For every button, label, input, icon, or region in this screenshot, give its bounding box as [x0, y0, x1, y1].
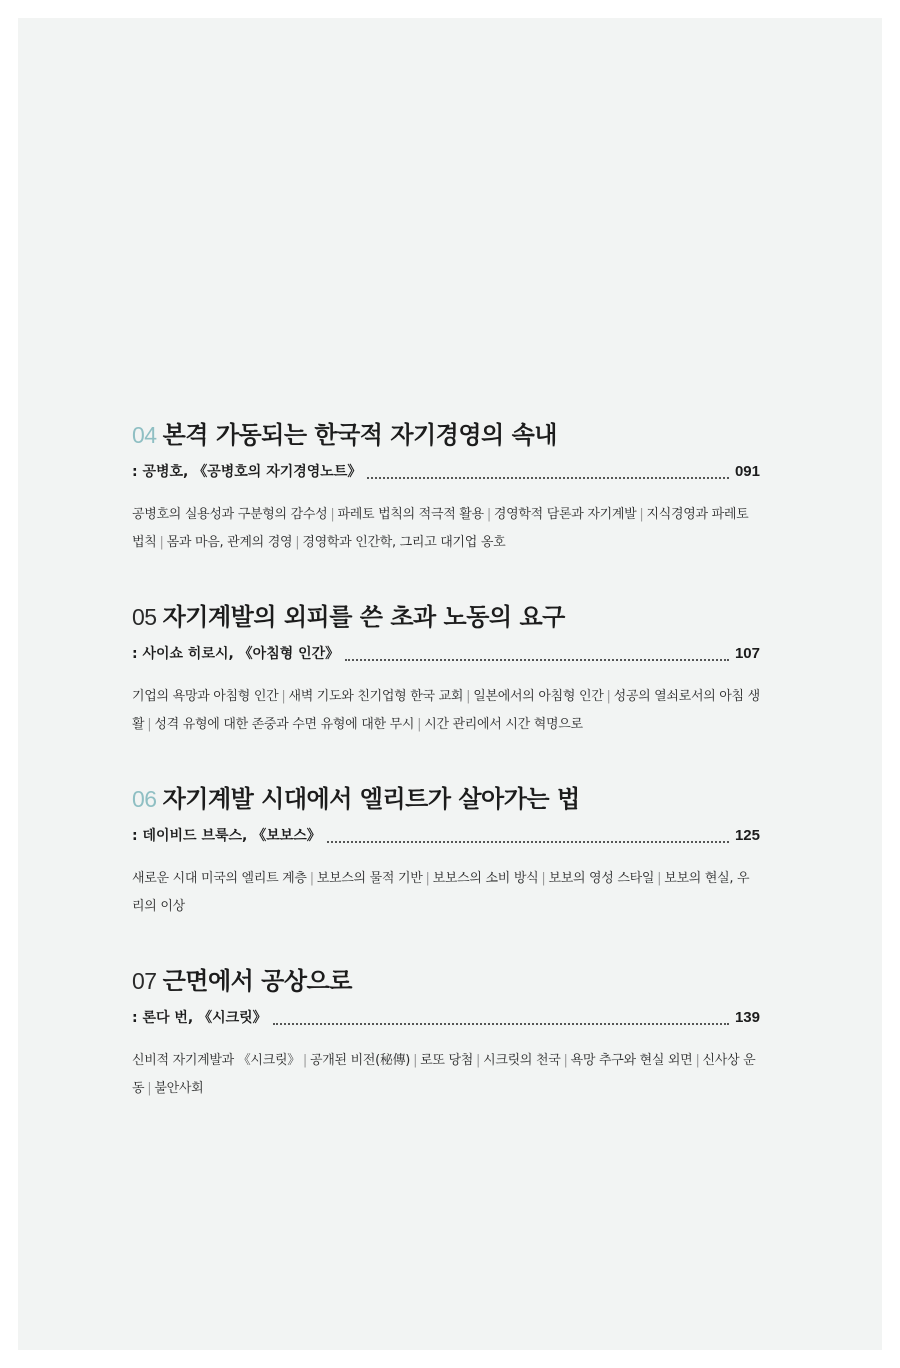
page-number: 125 — [734, 827, 760, 844]
chapter-title — [132, 961, 760, 1003]
topic: 몸과 마음, 관계의 경영 — [166, 535, 293, 550]
topic: 새로운 시대 미국의 엘리트 계층 — [132, 871, 307, 886]
chapter-number: 04 — [132, 422, 157, 448]
chapter-title — [132, 779, 760, 821]
chapter-title-text: 자기계발 시대에서 엘리트가 살아가는 법 — [162, 784, 580, 813]
chapter-title-text: 자기계발의 외피를 쓴 초과 노동의 요구 — [162, 602, 565, 631]
chapter-number: 07 — [132, 968, 157, 994]
topic: 신비적 자기계발과 《시크릿》 — [132, 1053, 300, 1068]
toc-entry-07 — [132, 961, 760, 1103]
topic: 일본에서의 아침형 인간 — [473, 689, 604, 704]
chapter-number: 06 — [132, 786, 157, 812]
topic: 공개된 비전(秘傳) — [310, 1053, 411, 1068]
topic-summary: 기업의 욕망과 아침형 인간 | 새벽 기도와 친기업형 한국 교회 | 일본에서의 아침형 인간 | 성공의 열쇠로서의 아침 생활 | 성격 유형에 대한 존중과 수면 유형에 대한 무시 | 시간 관리에서 시간 혁명으로 — [132, 689, 760, 732]
topic: 욕망 추구와 현실 외면 — [570, 1053, 693, 1068]
page-number: 107 — [734, 645, 760, 662]
topic: 보보스의 소비 방식 — [432, 871, 539, 886]
toc-entry-05 — [132, 597, 760, 739]
topic: 신사상 운동 — [132, 1053, 756, 1096]
topic-summary: 새로운 시대 미국의 엘리트 계층 | 보보스의 물적 기반 | 보보스의 소비 방식 | 보보의 영성 스타일 | 보보의 현실, 우리의 이상 — [132, 871, 750, 914]
topic: 시크릿의 천국 — [483, 1053, 561, 1068]
page-number: 139 — [734, 1009, 760, 1026]
topic: 공병호의 실용성과 구분형의 감수성 — [132, 507, 328, 522]
topic: 불안사회 — [154, 1081, 204, 1096]
toc-entry-04 — [132, 415, 760, 557]
chapter-title — [132, 415, 760, 457]
topic: 파레토 법칙의 적극적 활용 — [337, 507, 484, 522]
topic-summary: 신비적 자기계발과 《시크릿》 | 공개된 비전(秘傳) | 로또 당첨 | 시크릿의 천국 | 욕망 추구와 현실 외면 | 신사상 운동 | 불안사회 — [132, 1053, 756, 1096]
topic: 시간 관리에서 시간 혁명으로 — [424, 717, 583, 732]
book-page — [18, 18, 882, 1350]
page-number: 091 — [734, 463, 760, 480]
dot-leader — [327, 841, 729, 843]
chapter-number: 05 — [132, 604, 157, 630]
topic: 기업의 욕망과 아침형 인간 — [132, 689, 279, 704]
topic: 로또 당첨 — [420, 1053, 474, 1068]
topic: 보보의 영성 스타일 — [548, 871, 655, 886]
dot-leader — [273, 1023, 729, 1025]
source-text: : 공병호, 《공병호의 자기경영노트》 — [132, 464, 362, 480]
source-line — [132, 461, 760, 491]
topic: 지식경영과 파레토 법칙 — [132, 507, 749, 550]
chapter-title-text: 근면에서 공상으로 — [162, 966, 352, 995]
topic: 성격 유형에 대한 존중과 수면 유형에 대한 무시 — [154, 717, 415, 732]
source-line — [132, 1007, 760, 1037]
topic: 성공의 열쇠로서의 아침 생활 — [132, 689, 760, 732]
dot-leader — [345, 659, 729, 661]
topic: 경영학과 인간학, 그리고 대기업 옹호 — [302, 535, 506, 550]
source-text: : 론다 번, 《시크릿》 — [132, 1010, 267, 1026]
chapter-title-text: 본격 가동되는 한국적 자기경영의 속내 — [162, 420, 557, 449]
source-text: : 데이비드 브룩스, 《보보스》 — [132, 828, 321, 844]
source-line — [132, 643, 760, 673]
chapter-title — [132, 597, 760, 639]
topic-summary: 공병호의 실용성과 구분형의 감수성 | 파레토 법칙의 적극적 활용 | 경영학적 담론과 자기계발 | 지식경영과 파레토 법칙 | 몸과 마음, 관계의 경영 | 경영학과 인간학, 그리고 대기업 옹호 — [132, 507, 749, 550]
topic: 새벽 기도와 친기업형 한국 교회 — [288, 689, 464, 704]
source-text: : 사이쇼 히로시, 《아침형 인간》 — [132, 646, 340, 662]
toc-entry-06 — [132, 779, 760, 921]
dot-leader — [367, 477, 729, 479]
topic: 보보스의 물적 기반 — [316, 871, 423, 886]
table-of-contents — [132, 415, 760, 1143]
topic: 보보의 현실, 우리의 이상 — [132, 871, 750, 914]
source-line — [132, 825, 760, 855]
topic: 경영학적 담론과 자기계발 — [493, 507, 637, 522]
